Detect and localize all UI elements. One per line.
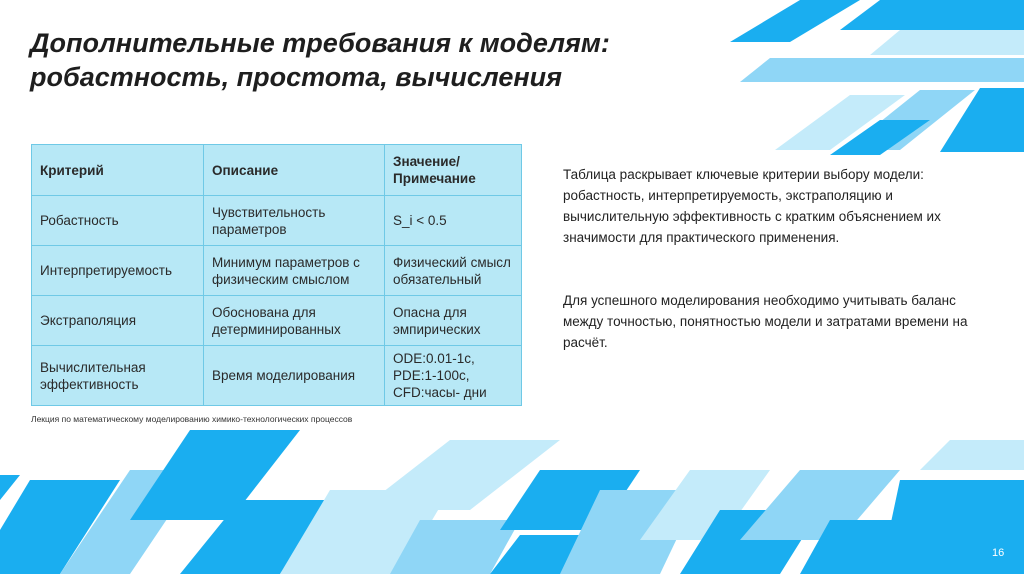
table-row [32, 246, 522, 296]
side-text-conclusion: Для успешного моделирования необходимо учитывать баланс между точностью, понятностью модели и затратами времени на расчёт. [563, 293, 968, 350]
title-line-2: робастность, простота, вычисления [30, 62, 563, 92]
header-criterion: Критерий [32, 145, 204, 196]
side-text-summary: Таблица раскрывает ключевые критерии выбору модели: робастность, интерпретируемость, экстраполяцию и вычислительную эффективность с кратким объяснением их значимости для практического применения. [563, 167, 941, 245]
header-value: Значение/ Примечание [385, 145, 522, 196]
cell-criterion: Вычислительная эффективность [32, 346, 204, 406]
slide-title [30, 26, 730, 94]
page-number: 16 [992, 547, 1005, 559]
cell-description: Время моделирования [204, 346, 385, 406]
table-caption: Лекция по математическому моделированию химико-технологических процессов [31, 414, 353, 424]
table-header-row [32, 145, 522, 196]
cell-description: Обоснована для детерминированных [204, 296, 385, 346]
cell-criterion: Робастность [32, 196, 204, 246]
cell-description: Минимум параметров с физическим смыслом [204, 246, 385, 296]
header-description: Описание [204, 145, 385, 196]
cell-value: ODE:0.01-1с, PDE:1-100с, CFD:часы- дни [385, 346, 522, 406]
table-row [32, 346, 522, 406]
table-row [32, 296, 522, 346]
title-line-1: Дополнительные требования к моделям: [30, 28, 610, 58]
cell-value: Физический смысл обязательный [385, 246, 522, 296]
criteria-table [31, 144, 522, 406]
cell-criterion: Экстраполяция [32, 296, 204, 346]
table-row [32, 196, 522, 246]
cell-value: Опасна для эмпирических [385, 296, 522, 346]
cell-criterion: Интерпретируемость [32, 246, 204, 296]
cell-value: S_i < 0.5 [385, 196, 522, 246]
cell-description: Чувствительность параметров [204, 196, 385, 246]
